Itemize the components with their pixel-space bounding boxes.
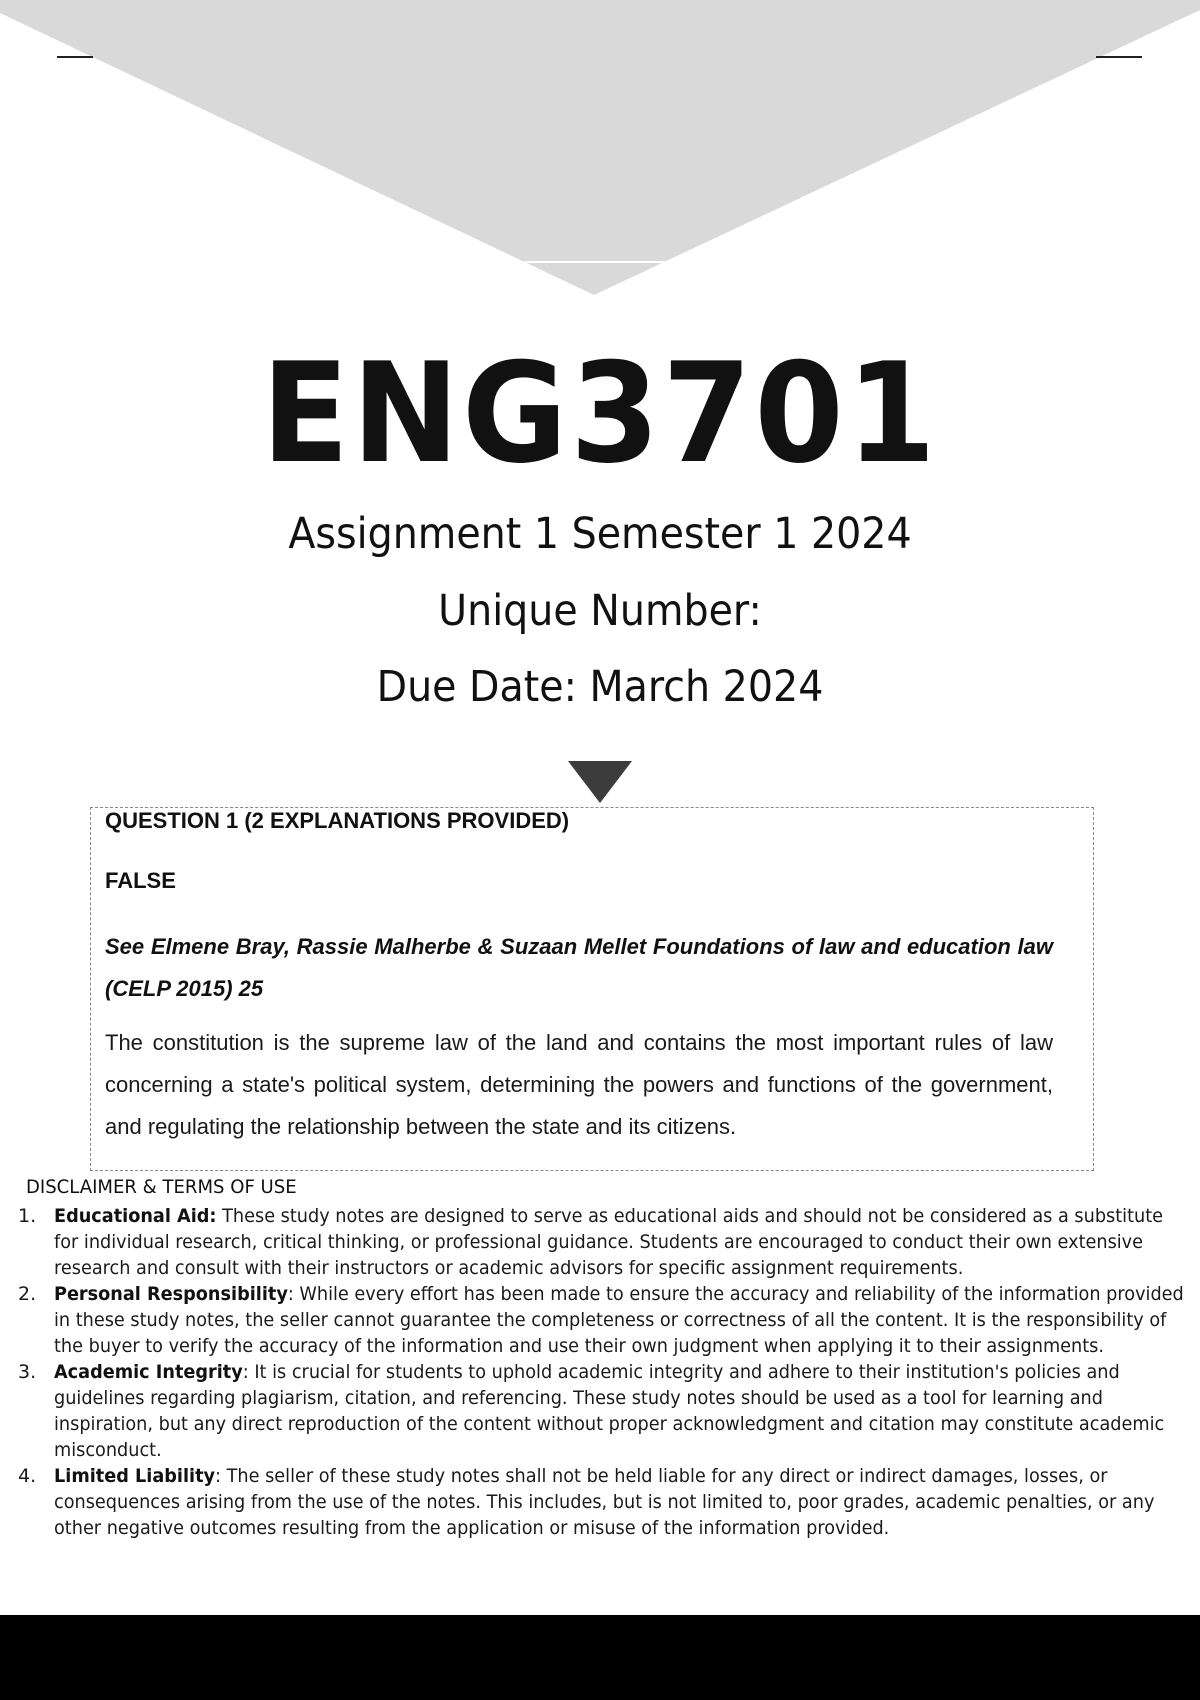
- item-label: Limited Liability: [54, 1465, 216, 1487]
- disclaimer-item: [18, 1463, 1190, 1541]
- down-triangle-icon: [568, 761, 632, 803]
- item-number: 3.: [18, 1361, 37, 1383]
- disclaimer-title: DISCLAIMER & TERMS OF USE: [26, 1176, 297, 1198]
- due-date-label: Due Date: March 2024: [376, 662, 824, 712]
- banner-triangle-icon: [0, 0, 1200, 300]
- header-banner: [0, 0, 1200, 300]
- item-number: 2.: [18, 1283, 37, 1305]
- disclaimer-item: [18, 1359, 1190, 1463]
- corner-mark-right: [1096, 56, 1142, 58]
- course-code-title: ENG3701: [261, 333, 939, 494]
- item-label: Educational Aid:: [54, 1205, 217, 1227]
- disclaimer-item: [18, 1203, 1190, 1281]
- footer-black-bar: [0, 1615, 1200, 1700]
- item-text: : While every effort has been made to ensure the accuracy and reliability of the information provided in these study notes, the seller cannot guarantee the completeness or correctness of all the content. It is the responsibility of the buyer to verify the accuracy of the information and use their own judgment when applying it to their assignments.: [54, 1283, 1184, 1357]
- disclaimer-item: [18, 1281, 1190, 1359]
- item-text: : The seller of these study notes shall not be held liable for any direct or indirect damages, losses, or consequences arising from the use of the notes. This includes, but is not limited to, poor grades, academic penalties, or any other negative outcomes resulting from the application or misuse of the information provided.: [54, 1465, 1155, 1539]
- item-label: Academic Integrity: [54, 1361, 243, 1383]
- item-label: Personal Responsibility: [54, 1283, 288, 1305]
- unique-number-label: Unique Number:: [438, 586, 762, 636]
- question-box: [90, 807, 1094, 1171]
- item-text: These study notes are designed to serve as educational aids and should not be considered as a substitute for individual research, critical thinking, or professional guidance. Students are encouraged to conduct their own extensive research and consult with their instructors or academic advisors for specific assignment requirements.: [54, 1205, 1164, 1279]
- item-text: : It is crucial for students to uphold academic integrity and adhere to their institution's policies and guidelines regarding plagiarism, citation, and referencing. These study notes should be used as a tool for learning and inspiration, but any direct reproduction of the content without proper acknowledgment and citation may constitute academic misconduct.: [54, 1361, 1165, 1461]
- corner-mark-left: [57, 56, 93, 58]
- question-heading: QUESTION 1 (2 EXPLANATIONS PROVIDED): [105, 808, 570, 833]
- disclaimer-list: [18, 1203, 1190, 1541]
- question-answer: FALSE: [105, 868, 176, 893]
- item-number: 4.: [18, 1465, 37, 1487]
- question-reference: See Elmene Bray, Rassie Malherbe & Suzaan Mellet Foundations of law and education law (CELP 2015) 25: [105, 934, 1053, 1001]
- item-number: 1.: [18, 1205, 37, 1227]
- assignment-subtitle: Assignment 1 Semester 1 2024: [288, 509, 912, 559]
- question-explanation: The constitution is the supreme law of the land and contains the most important rules of law concerning a state's political system, determining the powers and functions of the government, and regulating the relationship between the state and its citizens.: [105, 1030, 1053, 1139]
